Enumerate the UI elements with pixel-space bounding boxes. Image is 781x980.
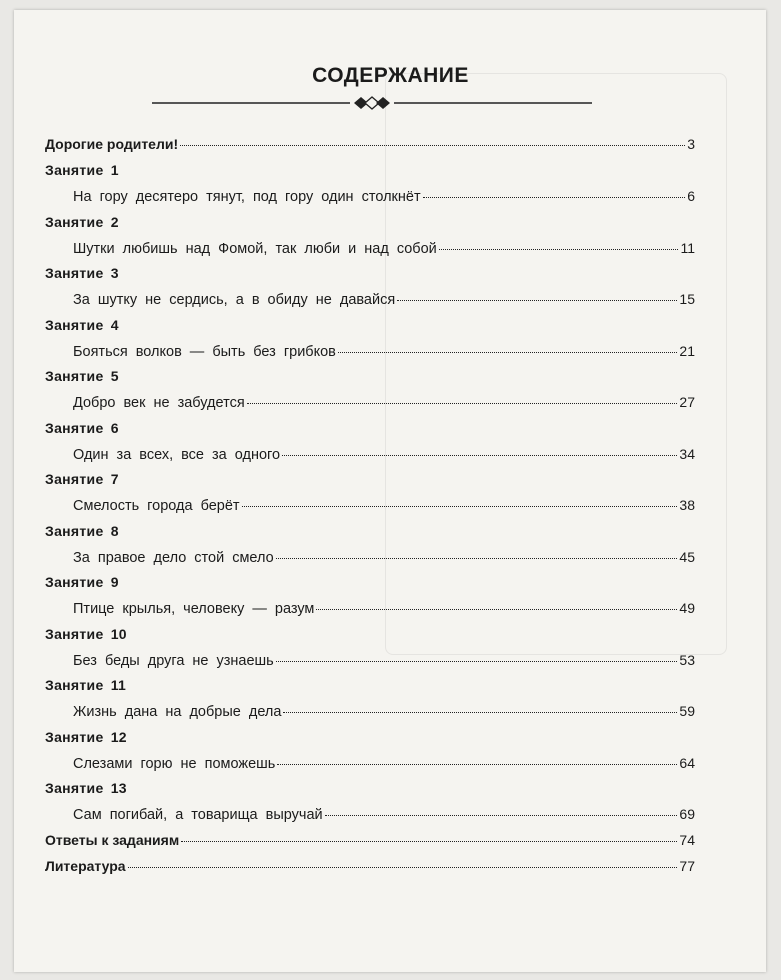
toc-lesson-entry[interactable] xyxy=(45,343,695,369)
toc-page-number: 59 xyxy=(679,703,695,719)
toc-page-number: 49 xyxy=(679,600,695,616)
toc-entry[interactable] xyxy=(45,136,695,162)
toc-entry-title: Жизнь дана на добрые дела xyxy=(73,704,282,720)
toc-lesson-entry[interactable] xyxy=(45,188,695,214)
toc-lesson-heading[interactable] xyxy=(45,214,695,240)
lesson-heading-label: Занятие 8 xyxy=(45,522,119,539)
toc-lesson-heading[interactable] xyxy=(45,368,695,394)
lesson-heading-label: Занятие 6 xyxy=(45,419,119,436)
toc-entry-title: Смелость города берёт xyxy=(73,498,240,514)
toc-entry-title: Дорогие родители! xyxy=(45,136,179,152)
toc-entry-title: Сам погибай, а товарища выручай xyxy=(73,807,323,823)
dot-leader xyxy=(128,866,678,868)
toc-entry-title: Бояться волков — быть без грибков xyxy=(73,343,336,360)
toc-entry-title: За шутку не сердись, а в обиду не давайся xyxy=(73,292,396,308)
dot-leader xyxy=(316,608,677,610)
toc-lesson-heading[interactable] xyxy=(45,729,695,755)
toc-entry-title: Шутки любишь над Фомой, так люби и над собой xyxy=(73,240,437,257)
dot-leader xyxy=(242,505,678,507)
toc-page-number: 69 xyxy=(679,806,695,822)
toc-page-number: 38 xyxy=(679,497,695,513)
toc-lesson-heading[interactable] xyxy=(45,626,695,652)
dot-leader xyxy=(277,763,677,765)
toc-lesson-entry[interactable] xyxy=(45,549,695,575)
toc-page-number: 74 xyxy=(679,831,695,848)
lesson-heading-label: Занятие 2 xyxy=(45,213,119,230)
toc-page-number: 45 xyxy=(679,548,695,565)
lesson-heading-label: Занятие 5 xyxy=(45,368,119,384)
toc-entry[interactable] xyxy=(45,858,695,884)
toc-page-number: 11 xyxy=(680,239,695,256)
toc-lesson-entry[interactable] xyxy=(45,394,695,420)
dot-leader xyxy=(325,814,678,816)
toc-page-number: 77 xyxy=(679,857,695,874)
dot-leader xyxy=(181,840,677,842)
toc-lesson-heading[interactable] xyxy=(45,265,695,291)
toc-page-number: 27 xyxy=(679,394,695,410)
toc-entry-title: На гору десятеро тянут, под гору один столкнёт xyxy=(73,189,421,205)
toc-lesson-entry[interactable] xyxy=(45,240,695,266)
lesson-heading-label: Занятие 1 xyxy=(45,162,119,178)
toc-entry-title: Литература xyxy=(45,857,126,874)
toc-lesson-entry[interactable] xyxy=(45,291,695,317)
toc-lesson-heading[interactable] xyxy=(45,780,695,806)
toc-entry-title: Без беды друга не узнаешь xyxy=(73,652,274,669)
toc-entry-title: Один за всех, все за одного xyxy=(73,446,281,463)
dot-leader xyxy=(276,557,678,559)
toc-entry-title: Птице крылья, человеку — разум xyxy=(73,601,315,617)
toc-lesson-heading[interactable] xyxy=(45,471,695,497)
toc-lesson-entry[interactable] xyxy=(45,703,695,729)
toc-entry-title: За правое дело стой смело xyxy=(73,549,274,566)
dot-leader xyxy=(439,248,679,250)
lesson-heading-label: Занятие 13 xyxy=(45,780,127,796)
toc-page-number: 3 xyxy=(687,136,695,152)
toc-page-number: 15 xyxy=(679,291,695,307)
lesson-heading-label: Занятие 3 xyxy=(45,265,119,281)
dot-leader xyxy=(283,711,677,713)
toc-page-number: 6 xyxy=(687,188,695,204)
lesson-heading-label: Занятие 10 xyxy=(45,625,127,642)
toc-lesson-heading[interactable] xyxy=(45,677,695,703)
toc-lesson-entry[interactable] xyxy=(45,497,695,523)
toc-lesson-heading[interactable] xyxy=(45,162,695,188)
toc-page-number: 64 xyxy=(679,754,695,771)
lesson-heading-label: Занятие 9 xyxy=(45,574,119,590)
lesson-heading-label: Занятие 11 xyxy=(45,677,127,693)
toc-entry-title: Слезами горю не поможешь xyxy=(73,755,276,772)
lesson-heading-label: Занятие 4 xyxy=(45,316,119,333)
table-of-contents xyxy=(45,136,695,884)
toc-lesson-heading[interactable] xyxy=(45,317,695,343)
toc-page-number: 53 xyxy=(679,651,695,668)
dot-leader xyxy=(397,299,677,301)
lesson-heading-label: Занятие 7 xyxy=(45,471,119,487)
toc-lesson-heading[interactable] xyxy=(45,523,695,549)
toc-entry[interactable] xyxy=(45,832,695,858)
dot-leader xyxy=(247,402,678,404)
dot-leader xyxy=(282,454,677,456)
toc-page-number: 21 xyxy=(679,342,695,359)
toc-lesson-entry[interactable] xyxy=(45,806,695,832)
toc-entry-title: Ответы к заданиям xyxy=(45,831,180,848)
page-title: СОДЕРЖАНИЕ xyxy=(312,64,469,87)
toc-lesson-heading[interactable] xyxy=(45,420,695,446)
toc-lesson-entry[interactable] xyxy=(45,446,695,472)
toc-page-number: 34 xyxy=(679,445,695,462)
toc-entry-title: Добро век не забудется xyxy=(73,395,245,411)
toc-lesson-entry[interactable] xyxy=(45,652,695,678)
toc-lesson-entry[interactable] xyxy=(45,755,695,781)
toc-lesson-entry[interactable] xyxy=(45,600,695,626)
lesson-heading-label: Занятие 12 xyxy=(45,728,127,745)
dot-leader xyxy=(180,144,685,146)
dot-leader xyxy=(338,351,678,353)
toc-lesson-heading[interactable] xyxy=(45,574,695,600)
dot-leader xyxy=(276,660,678,662)
dot-leader xyxy=(423,196,686,198)
title-ornament xyxy=(152,96,592,110)
